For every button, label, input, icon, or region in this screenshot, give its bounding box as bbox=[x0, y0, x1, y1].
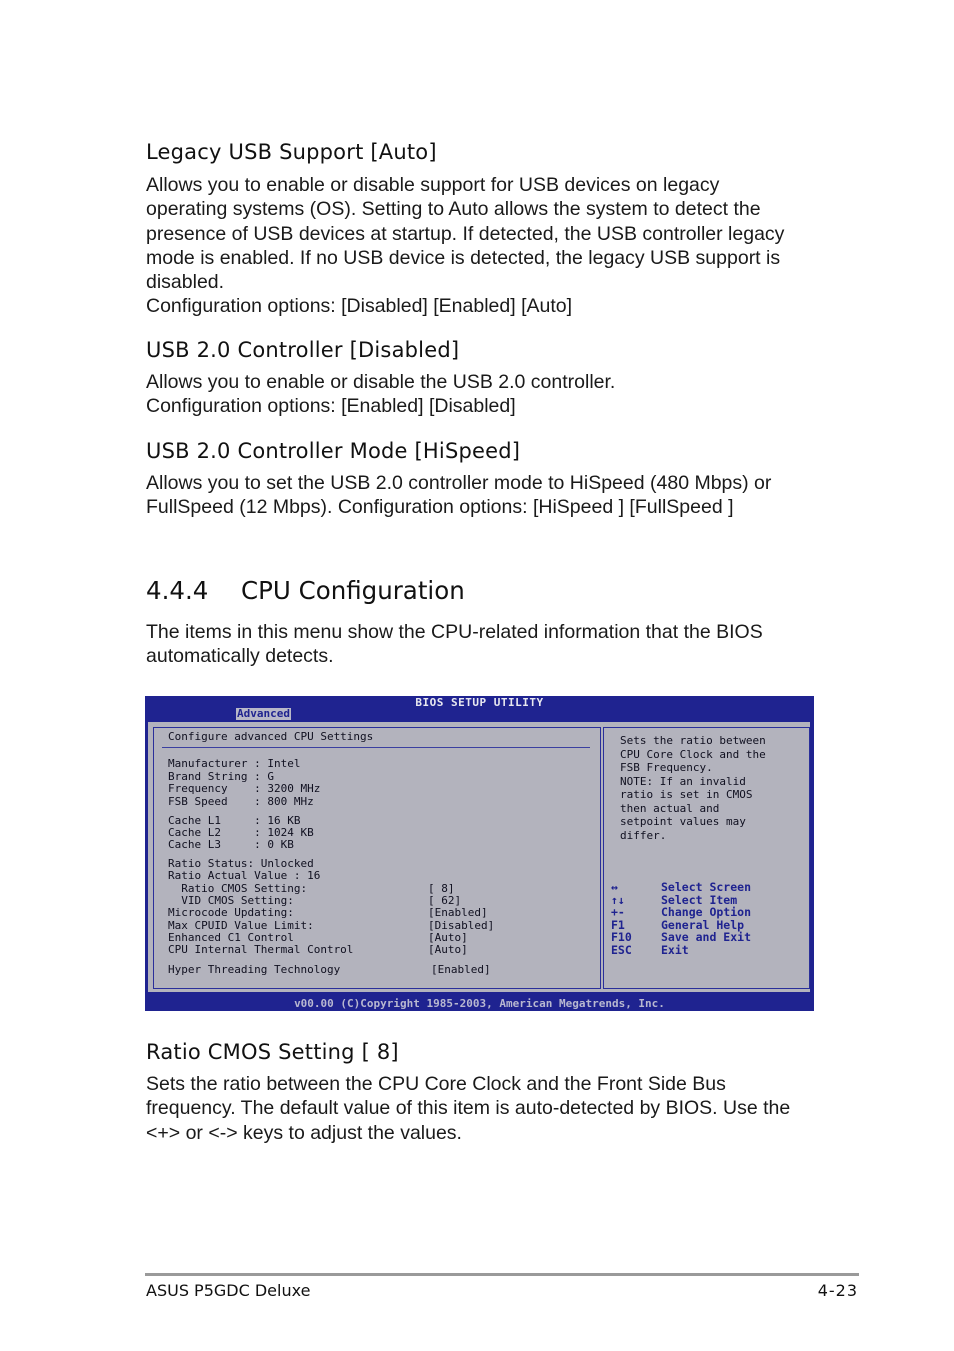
setting-ratio-cmos-value[interactable]: [ 8] bbox=[428, 882, 455, 895]
cache-row-l1: Cache L1 : 16 KB bbox=[168, 814, 301, 827]
info-row-manufacturer: Manufacturer : Intel bbox=[168, 757, 301, 770]
arrow-left-right-icon: ↔ bbox=[611, 880, 618, 894]
footer-rule bbox=[145, 1273, 859, 1276]
ratio-actual: Ratio Actual Value : 16 bbox=[168, 869, 321, 882]
setting-vid-cmos-label[interactable]: VID CMOS Setting: bbox=[168, 894, 294, 907]
key-legend bbox=[611, 881, 751, 957]
usb2-mode-heading: USB 2.0 Controller Mode [HiSpeed] bbox=[146, 439, 521, 463]
setting-hyperthreading-value[interactable]: [Enabled] bbox=[431, 963, 491, 976]
setting-microcode-label[interactable]: Microcode Updating: bbox=[168, 906, 294, 919]
divider bbox=[162, 747, 590, 748]
settings-pane bbox=[153, 727, 601, 989]
section-number: 4.4.4 bbox=[146, 576, 209, 605]
setting-vid-cmos-value[interactable]: [ 62] bbox=[428, 894, 462, 907]
help-pane bbox=[603, 727, 810, 989]
ratio-cmos-description: Sets the ratio between the CPU Core Clock and the Front Side Bus frequency. The default value of this item is auto-detected by BIOS. Use the <+> or <-> keys to adjust the values. bbox=[146, 1073, 791, 1144]
setting-thermal-label[interactable]: CPU Internal Thermal Control bbox=[168, 943, 354, 956]
key-row-select-item: ↑↓ Select Item bbox=[611, 892, 738, 907]
legacy-usb-heading: Legacy USB Support [Auto] bbox=[146, 140, 437, 164]
key-row-select-screen: ↔ Select Screen bbox=[611, 880, 752, 894]
info-row-frequency: Frequency : 3200 MHz bbox=[168, 782, 321, 795]
bios-screen bbox=[145, 696, 814, 1011]
usb2-mode-description: Allows you to set the USB 2.0 controller mode to HiSpeed (480 Mbps) or FullSpeed (12 Mbps). Configuration options: [HiSpeed ] [FullSpeed ] bbox=[146, 472, 772, 519]
ratio-status: Ratio Status: Unlocked bbox=[168, 857, 314, 870]
tab-advanced[interactable]: Advanced bbox=[237, 707, 290, 720]
key-row-general-help: F1 General Help bbox=[611, 917, 745, 932]
usb2-controller-description: Allows you to enable or disable the USB 2.0 controller. Configuration options: [Enabled] [Disabled] bbox=[146, 371, 616, 418]
setting-microcode-value[interactable]: [Enabled] bbox=[428, 906, 488, 919]
cache-row-l2: Cache L2 : 1024 KB bbox=[168, 826, 314, 839]
setting-thermal-value[interactable]: [Auto] bbox=[428, 943, 468, 956]
setting-c1-value[interactable]: [Auto] bbox=[428, 931, 468, 944]
key-row-change-option: +- Change Option bbox=[611, 905, 752, 920]
bios-panel bbox=[148, 722, 810, 992]
cache-row-l3: Cache L3 : 0 KB bbox=[168, 838, 294, 851]
bios-copyright: v00.00 (C)Copyright 1985-2003, American Megatrends, Inc. bbox=[294, 997, 665, 1010]
footer-page-number: 4-23 bbox=[817, 1281, 858, 1300]
ratio-cmos-heading: Ratio CMOS Setting [ 8] bbox=[146, 1040, 399, 1064]
section-title: CPU Configuration bbox=[241, 576, 465, 605]
setting-hyperthreading-label[interactable]: Hyper Threading Technology bbox=[168, 963, 341, 976]
legacy-usb-description: Allows you to enable or disable support for USB devices on legacy operating systems (OS). Setting to Auto allows the system to detect the presence of USB devices at startup. If detected, the USB controller legacy mode is enabled. If no USB device is detected, the legacy USB support is disabled. Configuration options: [Disabled] [Enabled] [Auto] bbox=[146, 174, 785, 318]
plus-minus-icon: +- bbox=[611, 905, 625, 920]
setting-c1-label[interactable]: Enhanced C1 Control bbox=[168, 931, 294, 944]
help-text: Sets the ratio between CPU Core Clock and the FSB Frequency. NOTE: If an invalid ratio is set in CMOS then actual and setpoint values may differ. bbox=[620, 734, 766, 842]
setting-cpuid-value[interactable]: [Disabled] bbox=[428, 919, 495, 932]
cpu-config-description: The items in this menu show the CPU-related information that the BIOS automatically detects. bbox=[146, 621, 763, 668]
info-row-fsb: FSB Speed : 800 MHz bbox=[168, 795, 314, 808]
setting-cpuid-label[interactable]: Max CPUID Value Limit: bbox=[168, 919, 314, 932]
setting-ratio-cmos-label[interactable]: Ratio CMOS Setting: bbox=[168, 882, 308, 895]
usb2-controller-heading: USB 2.0 Controller [Disabled] bbox=[146, 338, 460, 362]
info-row-brand: Brand String : G bbox=[168, 770, 274, 783]
panel-title: Configure advanced CPU Settings bbox=[168, 730, 374, 743]
key-row-exit: ESC Exit bbox=[611, 942, 689, 957]
cpu-config-heading bbox=[146, 576, 465, 605]
arrow-up-down-icon: ↑↓ bbox=[611, 892, 625, 907]
footer-product-name: ASUS P5GDC Deluxe bbox=[146, 1281, 311, 1300]
key-row-save-exit: F10 Save and Exit bbox=[611, 930, 752, 945]
bios-title: BIOS SETUP UTILITY bbox=[415, 696, 544, 709]
